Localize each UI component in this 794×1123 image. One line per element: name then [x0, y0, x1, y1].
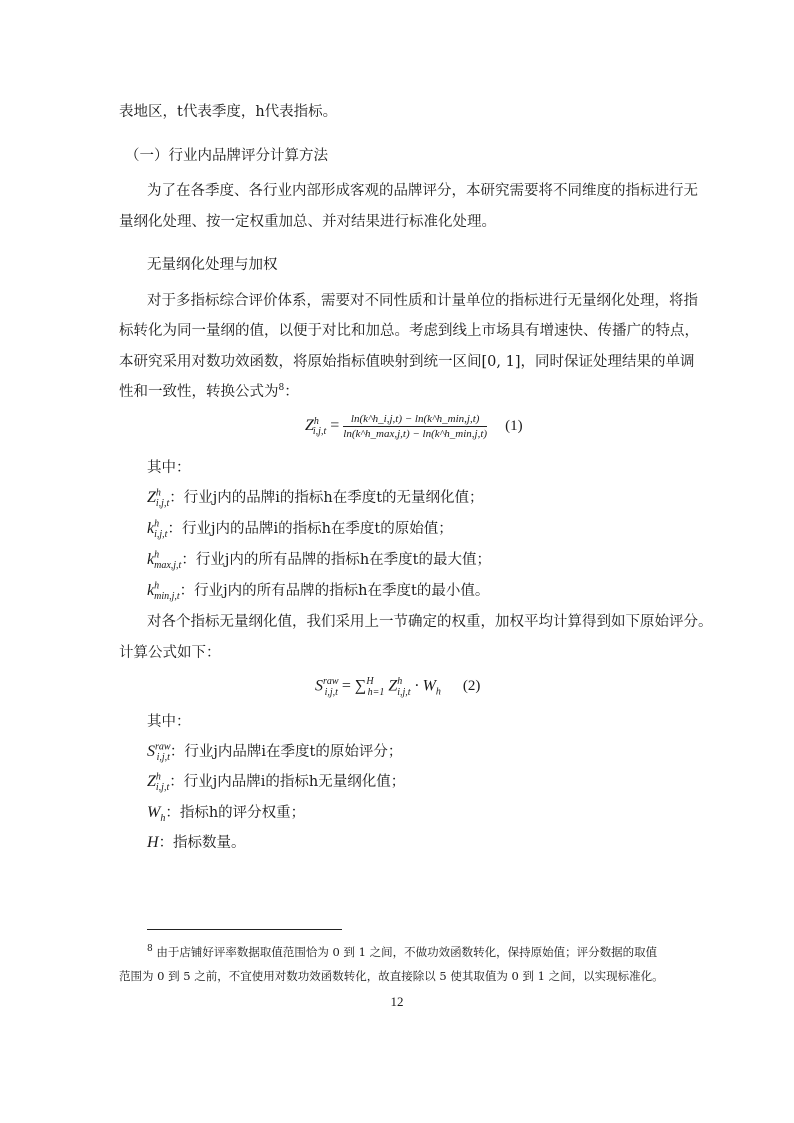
- definition-w: $W_h$：指标h的评分权重；: [147, 804, 306, 825]
- definition-z-2: $Z^h_{i,j,t}$：行业j内品牌i的指标h无量纲化值；: [147, 771, 406, 794]
- paragraph-line-5: 对各个指标无量纲化值，我们采用上一节确定的权重，加权平均计算得到如下原始评分。: [147, 614, 713, 630]
- paragraph-continuation: 表地区，t代表季度，h代表指标。: [119, 104, 338, 120]
- where-label-1: 其中：: [147, 460, 191, 476]
- paragraph-line-2: 标转化为同一量纲的值，以便于对比和加总。考虑到线上市场具有增速快、传播广的特点，: [119, 323, 699, 339]
- definition-z: $Z^h_{i,j,t}$：行业j内的品牌i的指标h在季度t的无量纲化值；: [147, 487, 484, 510]
- definition-k-max: $k^h_{max,j,t}$：行业j内的所有品牌的指标h在季度t的最大值；: [147, 549, 491, 572]
- definition-h: H：指标数量。: [147, 834, 246, 851]
- formula-1-denominator: ln(k^h_max,j,t) − ln(k^h_min,j,t): [343, 428, 488, 440]
- intro-line-2: 量纲化处理、按一定权重加总、并对结果进行标准化处理。: [119, 214, 496, 230]
- paragraph-line-6: 计算公式如下：: [119, 645, 221, 661]
- where-label-2: 其中：: [147, 714, 191, 730]
- intro-line-1: 为了在各季度、各行业内部形成客观的品牌评分，本研究需要将不同维度的指标进行无: [147, 183, 698, 199]
- definition-k: $k^h_{i,j,t}$：行业j内的品牌i的指标h在季度t的原始值；: [147, 518, 453, 541]
- formula-1-numerator: ln(k^h_i,j,t) − ln(k^h_min,j,t): [343, 413, 487, 427]
- formula-2-number: (2): [462, 678, 481, 695]
- formula-1-number: (1): [505, 418, 523, 435]
- section-heading: （一）行业内品牌评分计算方法: [125, 148, 328, 164]
- page-number: 12: [390, 994, 404, 1009]
- definition-s-raw: $S^{raw}_{i,j,t}$：行业j内品牌i在季度t的原始评分；: [147, 741, 403, 764]
- footnote-ref[interactable]: 8: [278, 383, 285, 394]
- subsection-heading: 无量纲化处理与加权: [147, 257, 278, 273]
- formula-2: $S^{raw}_{i,j,t} = \sum^H_{h=1}$ $Z^h_{i,j,t} \cdot W_h$ (2): [315, 676, 481, 698]
- formula-1: $Z^h_{i,j,t}$ = $\frac{\ln(k\^{}h\_i,j,t) - \ln(k\^{}h\_\min,j,t)}{\ln(k\^{}h\_\max,j,t) - \ln(k\^{}h\_\min,j,t)}$ (1): [305, 413, 523, 440]
- footnote-line-1: $^8$ 由于店铺好评率数据取值范围恰为 0 到 1 之间，不做功效函数转化，保持原始值；评分数据的取值: [147, 944, 658, 959]
- footnote-mark: 8: [147, 944, 153, 955]
- paragraph-line-1: 对于多指标综合评价体系，需要对不同性质和计量单位的指标进行无量纲化处理，将指: [147, 293, 698, 309]
- footnote-line-2: 范围为 0 到 5 之前，不宜使用对数功效函数转化，故直接除以 5 使其取值为 0 到 1 之间，以实现标准化。: [119, 969, 664, 983]
- footnote-separator: [147, 929, 342, 930]
- paragraph-line-4: 性和一致性，转换公式为$^8$：: [119, 383, 299, 400]
- paragraph-line-3: 本研究采用对数功效函数，将原始指标值映射到统一区间[0, 1]，同时保证处理结果的单调: [119, 354, 695, 370]
- formula-1-fraction: [343, 413, 487, 440]
- definition-k-min: $k^h_{min,j,t}$：行业j内的所有品牌的指标h在季度t的最小值。: [147, 580, 490, 603]
